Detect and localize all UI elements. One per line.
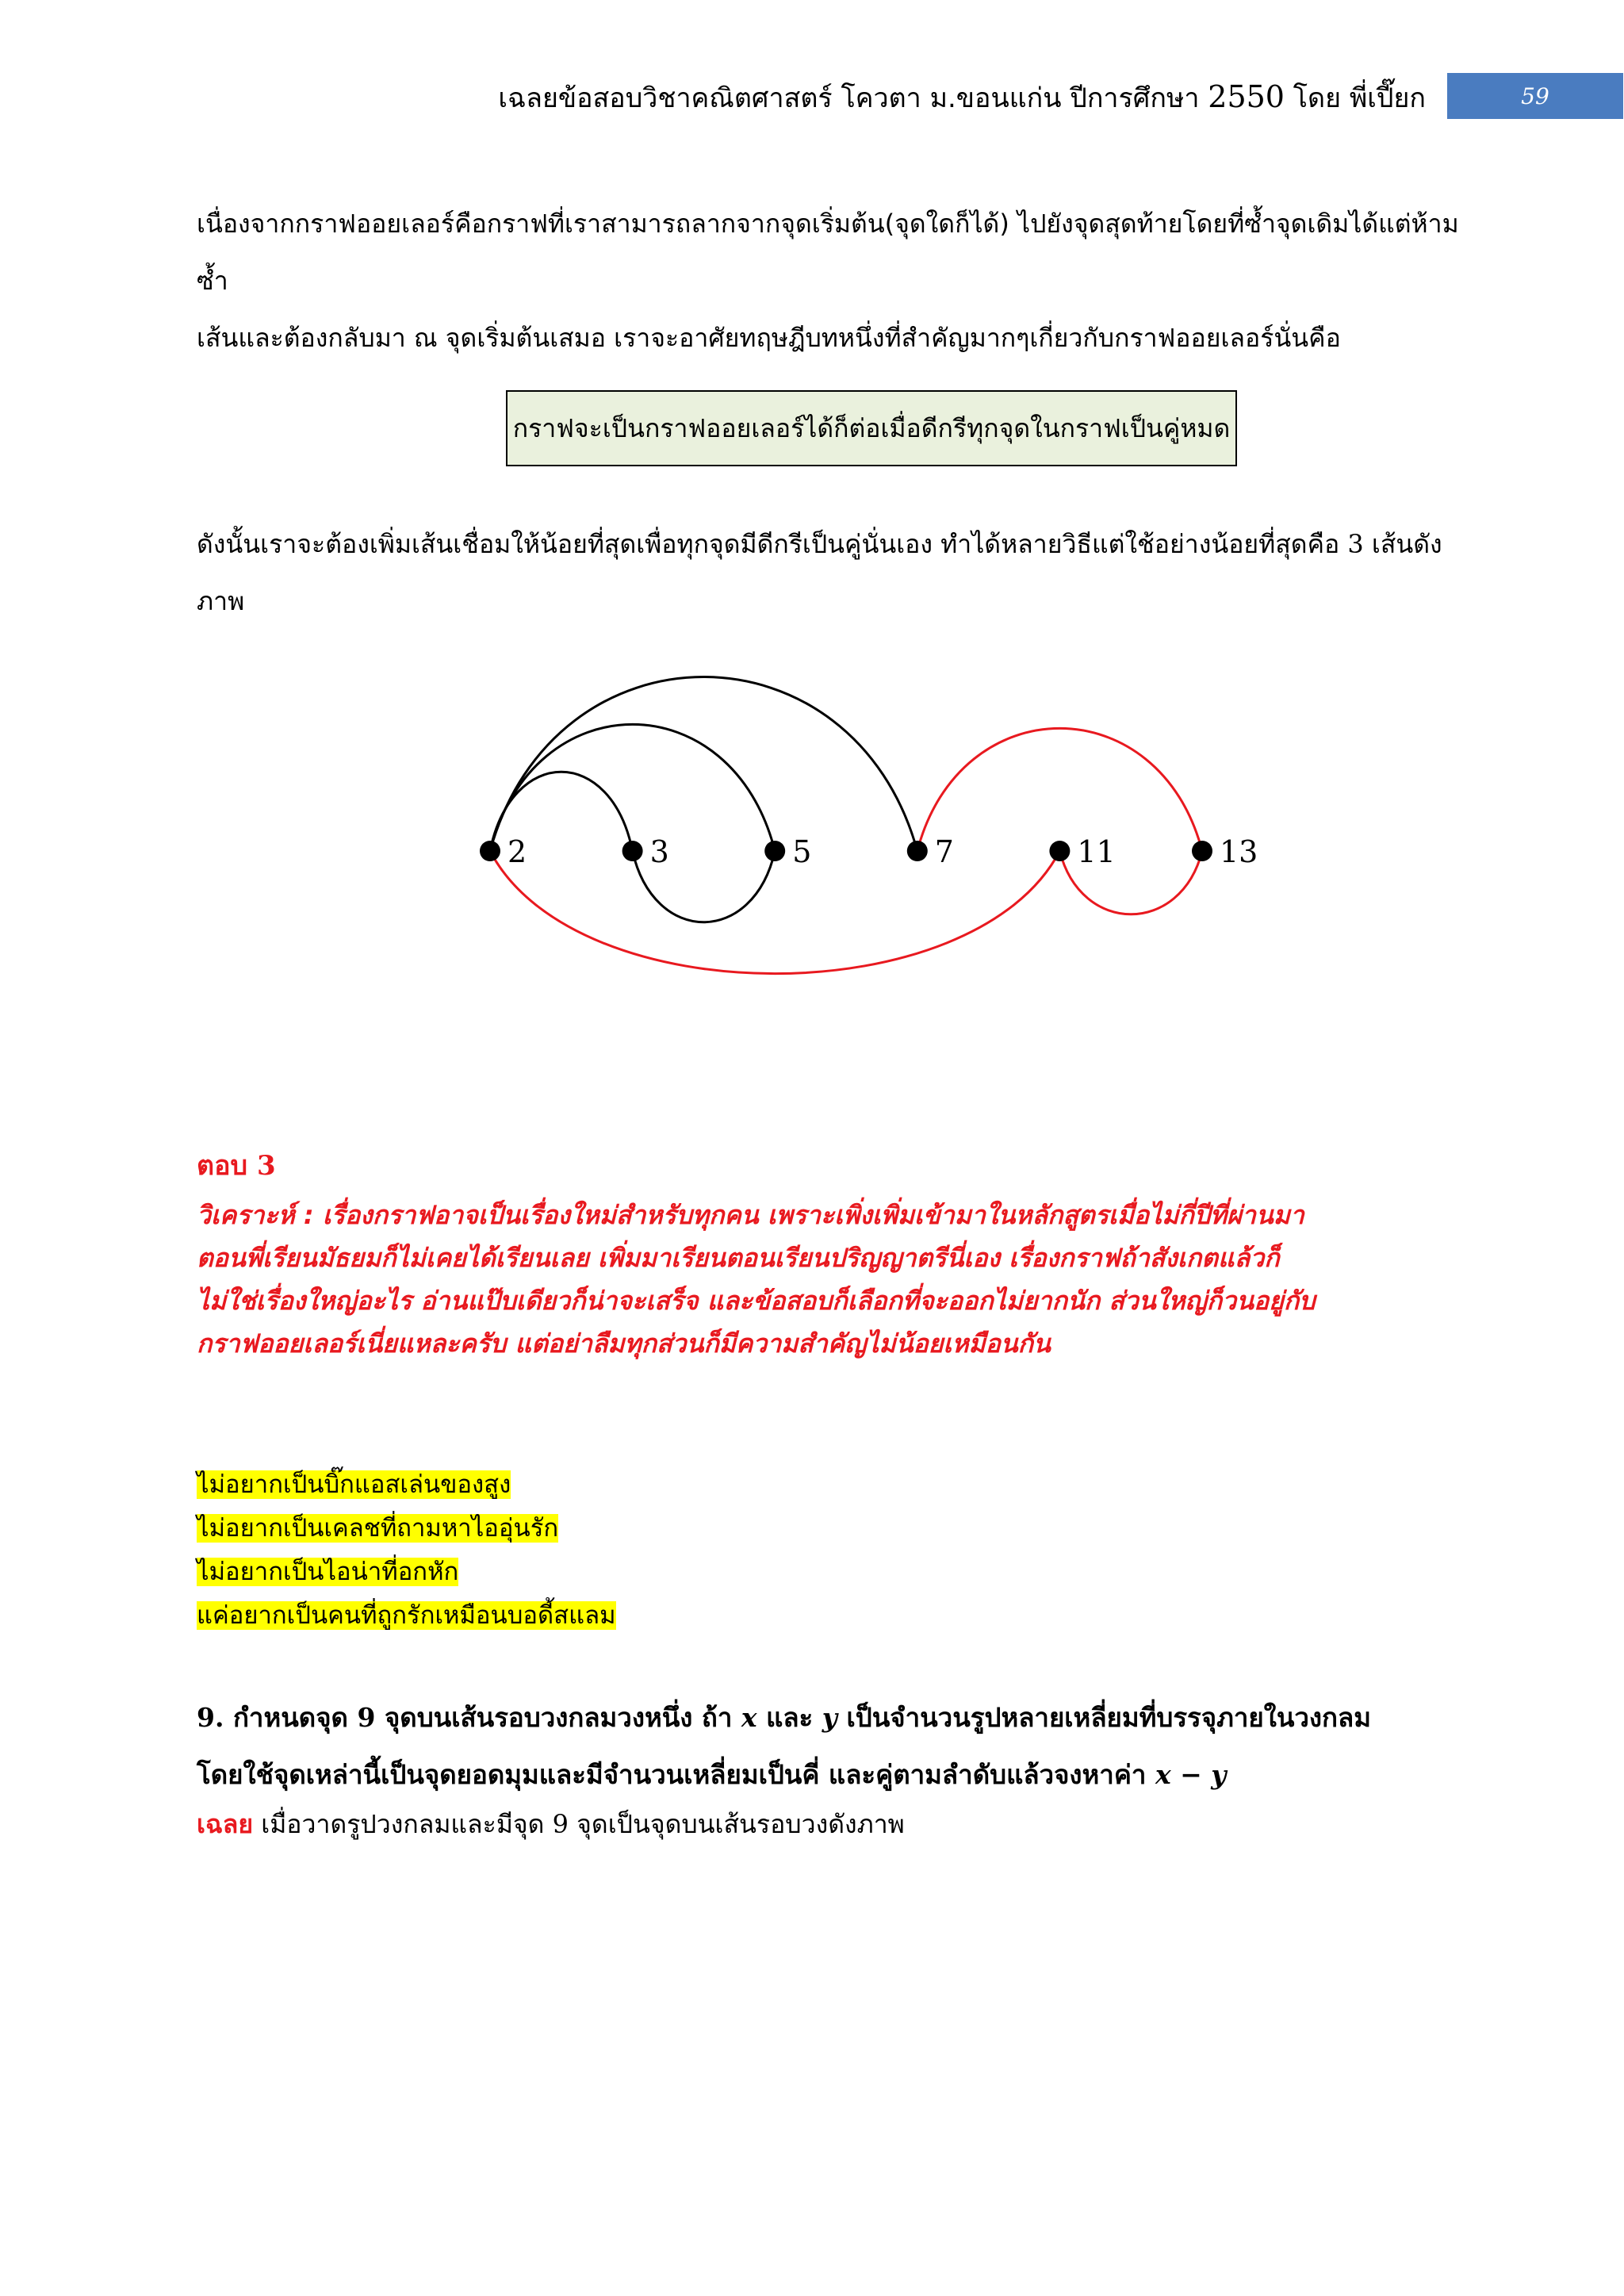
- graph-vertex-11: [1049, 841, 1070, 861]
- graph-vertex-label: 3: [649, 834, 669, 869]
- graph-vertex-2: [480, 841, 500, 861]
- graph-edge-2-11: [490, 851, 1059, 974]
- question-9-line-2: โดยใช้จุดเหล่านี้เป็นจุดยอดมุมและมีจำนวนเหลี่ยมเป็นคี่ และคู่ตามลำดับแล้วจงหาค่า x − y: [197, 1759, 1227, 1790]
- header-year: 2550: [1208, 79, 1285, 114]
- graph-edge-2-7: [490, 677, 917, 851]
- intro-line-1: เนื่องจากกราฟออยเลอร์คือกราฟที่เราสามารถลากจากจุดเริ่มต้น(จุดใดก็ได้) ไปยังจุดสุดท้ายโดยที่ซ้ำจุดเดิมได้แต่ห้ามซ้ำ: [197, 209, 1459, 296]
- header-author: โดย พี่เปี๊ยก: [1293, 82, 1426, 114]
- intro-line-2: เส้นและต้องกลับมา ณ จุดเริ่มต้นเสมอ เราจะอาศัยทฤษฎีบทหนึ่งที่สำคัญมากๆเกี่ยวกับกราฟออยเลอร์นั่นคือ: [197, 323, 1341, 353]
- answer-value: 3: [256, 1150, 276, 1182]
- header-title: เฉลยข้อสอบวิชาคณิตศาสตร์ โควตา ม.ขอนแก่น ปีการศึกษา 2550 โดย พี่เปี๊ยก: [498, 79, 1426, 114]
- answer: [197, 1144, 276, 1186]
- graph-vertex-label: 13: [1220, 834, 1258, 869]
- analysis-paragraph: [197, 1194, 1497, 1365]
- highlighted-lines: [197, 1463, 616, 1638]
- graph-vertex-5: [764, 841, 785, 861]
- analysis-line-2: ตอนพี่เรียนมัธยมก็ไม่เคยได้เรียนเลย เพิ่มมาเรียนตอนเรียนปริญญาตรีนี่เอง เรื่องกราฟถ้าสังเกตแล้วก็: [197, 1243, 1280, 1273]
- solution-line: เฉลย เมื่อวาดรูปวงกลมและมีจุด 9 จุดเป็นจุดบนเส้นรอบวงดังภาพ: [197, 1809, 905, 1839]
- question-number: 9.: [197, 1702, 224, 1733]
- theorem-text: กราฟจะเป็นกราฟออยเลอร์ได้ก็ต่อเมื่อดีกรีทุกจุดในกราฟเป็นคู่หมด: [512, 412, 1231, 443]
- page-number: 59: [1521, 82, 1549, 109]
- highlight-line: ไม่อยากเป็นเคลชที่ถามหาไออุ่นรัก: [197, 1514, 559, 1543]
- analysis-line-4: กราฟออยเลอร์เนี่ยแหละครับ แต่อย่าลืมทุกส่วนก็มีความสำคัญไม่น้อยเหมือนกัน: [197, 1328, 1051, 1359]
- solution-label: เฉลย: [197, 1809, 254, 1839]
- highlight-line: ไม่อยากเป็นบิ๊กแอสเล่นของสูง: [197, 1470, 511, 1499]
- highlight-line: ไม่อยากเป็นไอน่าที่อกหัก: [197, 1558, 459, 1586]
- analysis-line-1: วิเคราะห์ : เรื่องกราฟอาจเป็นเรื่องใหม่สำหรับทุกคน เพราะเพิ่งเพิ่มเข้ามาในหลักสูตรเมื่อไม่กี่ปีที่ผ่านมา: [197, 1200, 1304, 1230]
- question-expression: x − y: [1155, 1759, 1227, 1790]
- graph-vertex-13: [1192, 841, 1212, 861]
- analysis-line-3: ไม่ใช่เรื่องใหญ่อะไร อ่านแป๊บเดียวก็น่าจะเสร็จ และข้อสอบก็เลือกที่จะออกไม่ยากนัก ส่วนใหญ่ก็วนอยู่กับ: [197, 1286, 1316, 1316]
- question-9: [197, 1689, 1497, 1803]
- question-9-line-1: 9. กำหนดจุด 9 จุดบนเส้นรอบวงกลมวงหนึ่ง ถ้า x และ y เป็นจำนวนรูปหลายเหลี่ยมที่บรรจุภายในวงกลม: [197, 1702, 1371, 1733]
- graph-vertex-label: 5: [792, 834, 812, 869]
- conclusion-line: ดังนั้นเราจะต้องเพิ่มเส้นเชื่อมให้น้อยที่สุดเพื่อทุกจุดมีดีกรีเป็นคู่นั่นเอง ทำได้หลายวิธีแต่ใช้อย่างน้อยที่สุดคือ 3 เส้นดังภาพ: [197, 529, 1442, 616]
- graph-vertex-3: [622, 841, 643, 861]
- graph-vertex-7: [907, 841, 928, 861]
- edge-count: 3: [1347, 529, 1364, 559]
- graph-edge-7-13: [917, 728, 1202, 851]
- graph-vertex-label: 7: [934, 834, 954, 869]
- graph-edge-2-5: [490, 724, 775, 851]
- highlight-line: แค่อยากเป็นคนที่ถูกรักเหมือนบอดี้สแลม: [197, 1601, 616, 1630]
- answer-label: ตอบ: [197, 1150, 248, 1182]
- graph-vertex-label: 11: [1077, 834, 1116, 869]
- graph-vertex-label: 2: [508, 834, 527, 869]
